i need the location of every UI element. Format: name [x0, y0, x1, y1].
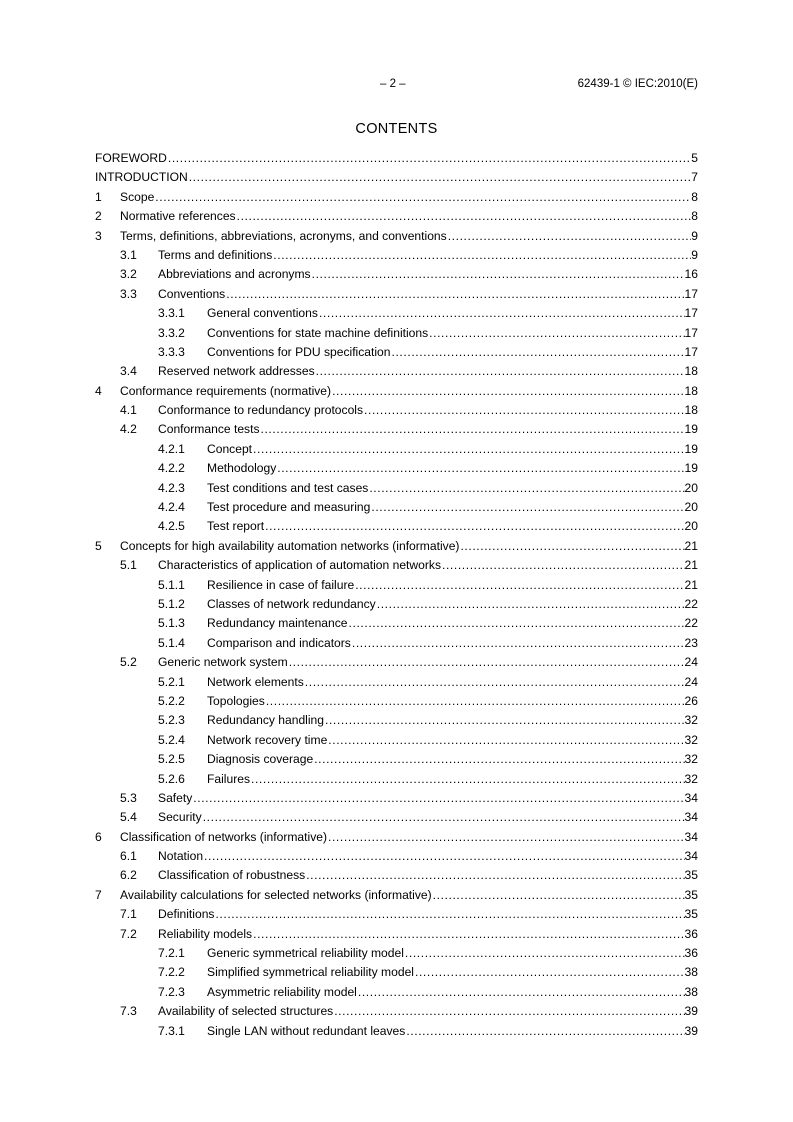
toc-entry-number: 7.2.1 — [158, 946, 185, 961]
toc-entry-page: 35 — [684, 907, 698, 922]
toc-entry-title: Network recovery time — [207, 732, 328, 747]
dot-leader — [459, 538, 684, 555]
toc-entry[interactable] — [95, 693, 698, 712]
toc-entry-number: 5.1.4 — [158, 635, 185, 650]
page-number: – 2 – — [380, 78, 406, 90]
toc-entry-title: Normative references — [120, 209, 236, 224]
toc-entry-page: 7 — [691, 170, 698, 185]
toc-entry-title: Reliability models — [158, 926, 253, 941]
toc-entry[interactable] — [95, 635, 698, 654]
toc-entry-title: Test report — [207, 519, 265, 534]
dot-leader — [324, 712, 685, 729]
dot-leader — [354, 577, 684, 594]
toc-entry-title: Redundancy maintenance — [207, 616, 348, 631]
toc-entry-number: 7.3 — [120, 1004, 137, 1019]
toc-entry[interactable] — [95, 169, 698, 188]
toc-entry-page: 24 — [684, 655, 698, 670]
toc-entry[interactable] — [95, 945, 698, 964]
toc-entry[interactable] — [95, 305, 698, 324]
toc-entry-page: 19 — [684, 441, 698, 456]
toc-entry-number: 3.3.1 — [158, 306, 185, 321]
dot-leader — [272, 247, 691, 264]
toc-entry-title: Diagnosis coverage — [207, 752, 314, 767]
toc-entry-page: 9 — [691, 247, 698, 262]
toc-entry-title: Safety — [158, 790, 193, 805]
toc-entry-page: 34 — [684, 829, 698, 844]
dot-leader — [391, 344, 685, 361]
dot-leader — [288, 654, 685, 671]
toc-entry-title: Asymmetric reliability model — [207, 984, 357, 999]
toc-entry-title: Generic network system — [158, 655, 288, 670]
toc-entry-title: Methodology — [207, 461, 277, 476]
toc-entry[interactable] — [95, 344, 698, 363]
toc-entry-number: 5 — [95, 538, 102, 553]
toc-entry-page: 17 — [684, 344, 698, 359]
toc-entry[interactable] — [95, 286, 698, 305]
dot-leader — [265, 693, 685, 710]
toc-entry-title: Simplified symmetrical reliability model — [207, 965, 414, 980]
dot-leader — [351, 635, 685, 652]
toc-entry-page: 20 — [684, 519, 698, 534]
toc-entry[interactable] — [95, 654, 698, 673]
toc-entry-number: 5.1.3 — [158, 616, 185, 631]
toc-entry-title: Test procedure and measuring — [207, 500, 371, 515]
dot-leader — [250, 771, 685, 788]
toc-entry-number: 5.1 — [120, 558, 137, 573]
toc-entry-title: Conventions for state machine definitions — [207, 325, 429, 340]
toc-entry-title: Redundancy handling — [207, 713, 324, 728]
toc-entry-title: Terms, definitions, abbreviations, acronyms, and conventions — [120, 228, 447, 243]
dot-leader — [225, 286, 684, 303]
toc-entry-title: Conformance requirements (normative) — [120, 383, 332, 398]
toc-entry[interactable] — [95, 557, 698, 576]
toc-entry[interactable] — [95, 926, 698, 945]
toc-entry-number: 4.1 — [120, 403, 137, 418]
toc-entry-title: Terms and definitions — [158, 247, 273, 262]
toc-entry[interactable] — [95, 150, 698, 169]
toc-entry[interactable] — [95, 383, 698, 402]
toc-entry-title: Single LAN without redundant leaves — [207, 1023, 406, 1038]
toc-entry-title: Network elements — [207, 674, 304, 689]
dot-leader — [188, 169, 692, 186]
toc-entry-title: Classification of robustness — [158, 868, 306, 883]
dot-leader — [260, 421, 685, 438]
dot-leader — [405, 1023, 684, 1040]
toc-entry-number: 5.1.1 — [158, 577, 185, 592]
toc-entry-page: 32 — [684, 752, 698, 767]
toc-entry[interactable] — [95, 460, 698, 479]
toc-entry-page: 22 — [684, 596, 698, 611]
toc-entry-number: 7 — [95, 887, 102, 902]
toc-entry-page: 34 — [684, 790, 698, 805]
toc-entry[interactable] — [95, 964, 698, 983]
toc-entry-page: 21 — [684, 558, 698, 573]
toc-entry[interactable] — [95, 809, 698, 828]
toc-entry-number: 5.3 — [120, 790, 137, 805]
toc-entry-page: 26 — [684, 693, 698, 708]
dot-leader — [276, 460, 684, 477]
toc-entry[interactable] — [95, 441, 698, 460]
toc-entry[interactable] — [95, 1023, 698, 1042]
toc-entry-title: Resilience in case of failure — [207, 577, 355, 592]
toc-entry-number: 4.2.1 — [158, 441, 185, 456]
toc-entry-page: 35 — [684, 868, 698, 883]
toc-entry-page: 32 — [684, 732, 698, 747]
toc-entry-number: 6.1 — [120, 849, 137, 864]
toc-entry-number: 5.2.6 — [158, 771, 185, 786]
dot-leader — [264, 518, 684, 535]
toc-entry-title: Security — [158, 810, 202, 825]
toc-entry-title: Definitions — [158, 907, 215, 922]
toc-entry[interactable] — [95, 266, 698, 285]
toc-entry-number: 4.2.4 — [158, 500, 185, 515]
dot-leader — [214, 906, 684, 923]
toc-entry-title: Availability calculations for selected networks (informative) — [120, 887, 432, 902]
toc-entry[interactable] — [95, 363, 698, 382]
dot-leader — [333, 1003, 684, 1020]
dot-leader — [304, 674, 685, 691]
toc-entry-page: 8 — [691, 209, 698, 224]
toc-entry-number: 6.2 — [120, 868, 137, 883]
toc-entry-number: 4.2.5 — [158, 519, 185, 534]
dot-leader — [203, 848, 685, 865]
toc-entry-title: FOREWORD — [95, 151, 167, 165]
toc-entry-title: Generic symmetrical reliability model — [207, 946, 404, 961]
dot-leader — [327, 732, 684, 749]
toc-entry-page: 17 — [684, 286, 698, 301]
toc-entry-number: 5.2.1 — [158, 674, 185, 689]
toc-entry-title: Abbreviations and acronyms — [158, 267, 311, 282]
toc-entry-page: 9 — [691, 228, 698, 243]
toc-entry[interactable] — [95, 325, 698, 344]
toc-entry-title: Comparison and indicators — [207, 635, 351, 650]
toc-entry[interactable] — [95, 674, 698, 693]
toc-entry-page: 34 — [684, 810, 698, 825]
toc-entry-page: 38 — [684, 965, 698, 980]
toc-entry[interactable] — [95, 577, 698, 596]
dot-leader — [252, 441, 685, 458]
dot-leader — [167, 150, 691, 167]
toc-entry[interactable] — [95, 848, 698, 867]
toc-entry-page: 16 — [684, 267, 698, 282]
toc-entry-page: 5 — [691, 151, 698, 165]
toc-entry[interactable] — [95, 1003, 698, 1022]
toc-entry-page: 21 — [684, 538, 698, 553]
table-of-contents — [95, 150, 698, 1042]
dot-leader — [348, 615, 685, 632]
dot-leader — [305, 867, 684, 884]
dot-leader — [318, 305, 685, 322]
toc-entry-title: INTRODUCTION — [95, 170, 188, 185]
toc-entry[interactable] — [95, 615, 698, 634]
toc-entry[interactable] — [95, 518, 698, 537]
toc-entry-page: 20 — [684, 500, 698, 515]
toc-entry-number: 3.3 — [120, 286, 137, 301]
toc-entry-page: 18 — [684, 403, 698, 418]
toc-entry-number: 3.3.3 — [158, 344, 185, 359]
toc-entry-title: Conformance tests — [158, 422, 260, 437]
toc-entry-number: 5.4 — [120, 810, 137, 825]
dot-leader — [414, 964, 685, 981]
toc-entry[interactable] — [95, 499, 698, 518]
page-title: CONTENTS — [355, 121, 438, 137]
toc-entry-title: Test conditions and test cases — [207, 480, 369, 495]
toc-entry-number: 7.1 — [120, 907, 137, 922]
toc-entry-number: 3.3.2 — [158, 325, 185, 340]
toc-entry[interactable] — [95, 538, 698, 557]
toc-entry-page: 22 — [684, 616, 698, 631]
toc-entry[interactable] — [95, 421, 698, 440]
toc-entry-page: 19 — [684, 461, 698, 476]
toc-entry[interactable] — [95, 228, 698, 247]
toc-entry-page: 32 — [684, 713, 698, 728]
toc-entry-number: 7.2.3 — [158, 984, 185, 999]
dot-leader — [357, 984, 685, 1001]
toc-entry-title: Conventions for PDU specification — [207, 344, 391, 359]
dot-leader — [432, 887, 685, 904]
toc-entry[interactable] — [95, 712, 698, 731]
toc-entry-page: 35 — [684, 887, 698, 902]
toc-entry-page: 23 — [684, 635, 698, 650]
toc-entry-title: Characteristics of application of automation networks — [158, 558, 441, 573]
dot-leader — [376, 596, 685, 613]
dot-leader — [363, 402, 685, 419]
toc-entry-title: General conventions — [207, 306, 318, 321]
toc-entry[interactable] — [95, 189, 698, 208]
toc-entry-number: 5.2 — [120, 655, 137, 670]
toc-entry-number: 4.2 — [120, 422, 137, 437]
toc-entry-number: 1 — [95, 189, 102, 204]
toc-entry-number: 3.1 — [120, 247, 137, 262]
toc-entry-number: 5.2.4 — [158, 732, 185, 747]
toc-entry-number: 7.2 — [120, 926, 137, 941]
dot-leader — [315, 363, 685, 380]
dot-leader — [370, 499, 684, 516]
toc-entry[interactable] — [95, 596, 698, 615]
toc-entry-title: Conformance to redundancy protocols — [158, 403, 364, 418]
toc-entry-title: Failures — [207, 771, 251, 786]
toc-entry-page: 18 — [684, 364, 698, 379]
toc-entry-title: Conventions — [158, 286, 226, 301]
toc-entry-page: 17 — [684, 325, 698, 340]
dot-leader — [311, 266, 685, 283]
dot-leader — [154, 189, 691, 206]
toc-entry-title: Concept — [207, 441, 253, 456]
toc-entry-number: 7.3.1 — [158, 1023, 185, 1038]
toc-entry-page: 34 — [684, 849, 698, 864]
toc-entry[interactable] — [95, 208, 698, 227]
toc-entry-title: Reserved network addresses — [158, 364, 315, 379]
toc-entry-page: 19 — [684, 422, 698, 437]
toc-entry[interactable] — [95, 887, 698, 906]
toc-entry[interactable] — [95, 751, 698, 770]
toc-entry-number: 5.2.2 — [158, 693, 185, 708]
toc-entry-number: 3.4 — [120, 364, 137, 379]
toc-entry-number: 3 — [95, 228, 102, 243]
toc-entry[interactable] — [95, 906, 698, 925]
toc-entry-number: 5.2.5 — [158, 752, 185, 767]
dot-leader — [331, 383, 684, 400]
toc-entry-title: Topologies — [207, 693, 265, 708]
dot-leader — [313, 751, 684, 768]
toc-entry-page: 38 — [684, 984, 698, 999]
toc-entry-page: 20 — [684, 480, 698, 495]
toc-entry-title: Scope — [120, 189, 155, 204]
toc-entry-number: 7.2.2 — [158, 965, 185, 980]
dot-leader — [441, 557, 685, 574]
toc-entry-number: 5.2.3 — [158, 713, 185, 728]
toc-entry[interactable] — [95, 732, 698, 751]
toc-entry-title: Notation — [158, 849, 204, 864]
toc-entry-number: 6 — [95, 829, 102, 844]
toc-entry[interactable] — [95, 867, 698, 886]
toc-entry[interactable] — [95, 829, 698, 848]
toc-entry-page: 36 — [684, 946, 698, 961]
toc-entry-page: 39 — [684, 1004, 698, 1019]
toc-entry-title: Classification of networks (informative) — [120, 829, 328, 844]
dot-leader — [236, 208, 692, 225]
toc-entry[interactable] — [95, 247, 698, 266]
toc-entry-page: 17 — [684, 306, 698, 321]
dot-leader — [252, 926, 684, 943]
toc-entry[interactable] — [95, 984, 698, 1003]
toc-entry[interactable] — [95, 790, 698, 809]
toc-entry-page: 32 — [684, 771, 698, 786]
toc-entry-page: 18 — [684, 383, 698, 398]
toc-entry-title: Availability of selected structures — [158, 1004, 334, 1019]
toc-entry-title: Classes of network redundancy — [207, 596, 376, 611]
toc-entry-number: 3.2 — [120, 267, 137, 282]
dot-leader — [428, 325, 684, 342]
toc-entry-number: 4.2.2 — [158, 461, 185, 476]
toc-entry-number: 4.2.3 — [158, 480, 185, 495]
toc-entry-number: 5.1.2 — [158, 596, 185, 611]
toc-entry-page: 36 — [684, 926, 698, 941]
toc-entry[interactable] — [95, 480, 698, 499]
toc-entry-page: 24 — [684, 674, 698, 689]
toc-entry[interactable] — [95, 771, 698, 790]
toc-entry-page: 21 — [684, 577, 698, 592]
dot-leader — [327, 829, 685, 846]
toc-entry-page: 39 — [684, 1023, 698, 1038]
toc-entry-number: 2 — [95, 209, 102, 224]
toc-entry-page: 8 — [691, 189, 698, 204]
dot-leader — [404, 945, 685, 962]
dot-leader — [447, 228, 692, 245]
toc-entry[interactable] — [95, 402, 698, 421]
toc-entry-number: 4 — [95, 383, 102, 398]
dot-leader — [192, 790, 684, 807]
dot-leader — [202, 809, 685, 826]
toc-entry-title: Concepts for high availability automation networks (informative) — [120, 538, 460, 553]
dot-leader — [368, 480, 684, 497]
document-reference: 62439-1 © IEC:2010(E) — [577, 78, 698, 90]
